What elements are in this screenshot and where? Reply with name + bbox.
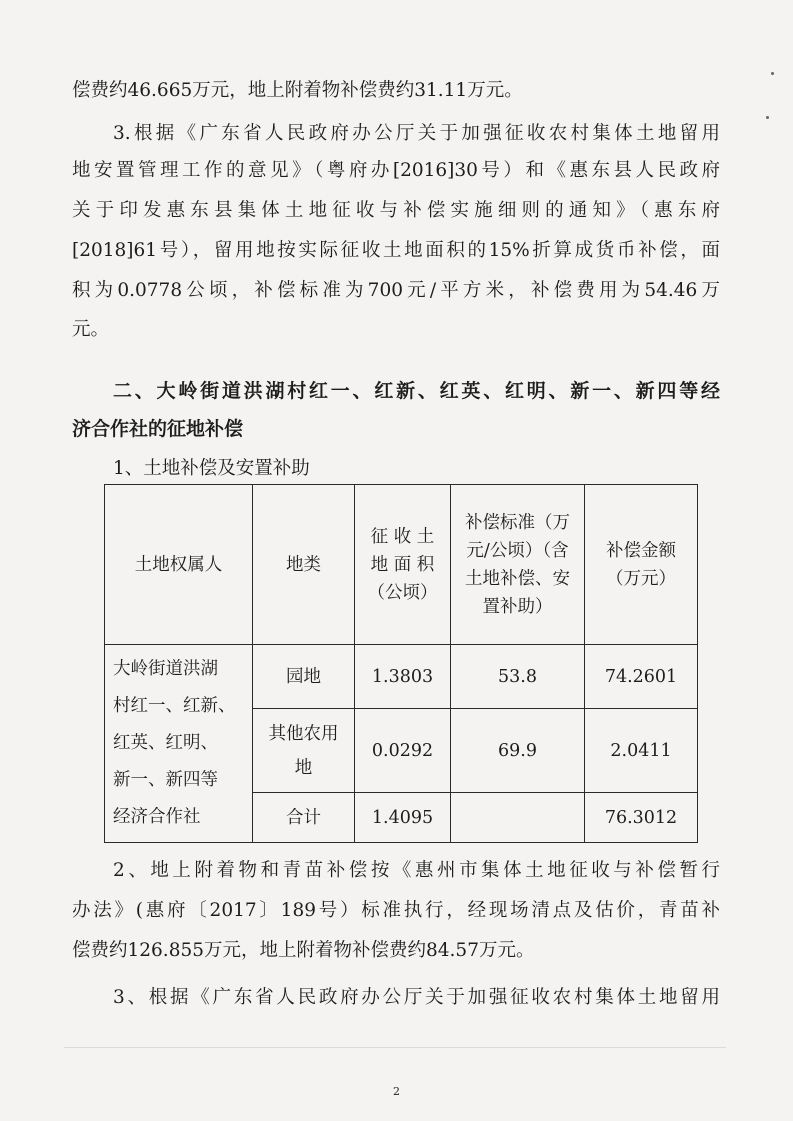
- paragraph-line: 办法》(惠府〔2017〕189号）标准执行，经现场清点及估价，青苗补: [72, 900, 720, 921]
- land-type-cell: 园地: [253, 645, 355, 709]
- amount-cell: 74.2601: [585, 645, 698, 709]
- compensation-table: [104, 484, 698, 843]
- subsection-title: 1、土地补偿及安置补助: [113, 458, 310, 479]
- paragraph-line: 偿费约126.855万元，地上附着物补偿费约84.57万元。: [72, 940, 535, 961]
- area-cell: 1.4095: [355, 793, 451, 843]
- standard-cell: 53.8: [451, 645, 585, 709]
- paragraph-line: 地安置管理工作的意见》（粤府办[2016]30号）和《惠东县人民政府: [72, 160, 720, 181]
- amount-cell: 2.0411: [585, 709, 698, 793]
- header-standard: 补偿标准（万 元/公顷）（含 土地补偿、安 置补助）: [451, 485, 585, 645]
- paragraph-line: 2、地上附着物和青苗补偿按《惠州市集体土地征收与补偿暂行: [113, 860, 720, 881]
- owner-cell: 大岭街道洪湖 村红一、红新、 红英、红明、 新一、新四等 经济合作社: [105, 645, 253, 843]
- standard-cell: 69.9: [451, 709, 585, 793]
- area-cell: 0.0292: [355, 709, 451, 793]
- footer-divider: [64, 1047, 726, 1048]
- page-number: 2: [393, 1085, 400, 1098]
- header-area: 征 收 土 地 面 积 （公顷）: [355, 485, 451, 645]
- header-amount: 补偿金额 （万元）: [585, 485, 698, 645]
- header-land-type: 地类: [253, 485, 355, 645]
- scan-mark: [766, 116, 769, 119]
- scan-mark: [771, 72, 774, 75]
- standard-cell: [451, 793, 585, 843]
- section-heading: 二、大岭街道洪湖村红一、红新、红英、红明、新一、新四等经: [113, 380, 720, 402]
- paragraph-line: 3.根据《广东省人民政府办公厅关于加强征收农村集体土地留用: [113, 123, 720, 144]
- paragraph-line: 3、根据《广东省人民政府办公厅关于加强征收农村集体土地留用: [113, 987, 720, 1008]
- header-owner: 土地权属人: [105, 485, 253, 645]
- paragraph-line: 偿费约46.665万元，地上附着物补偿费约31.11万元。: [72, 80, 523, 101]
- paragraph-line: 关于印发惠东县集体土地征收与补偿实施细则的通知》（惠东府: [72, 200, 720, 221]
- table-row: [105, 645, 698, 709]
- paragraph-line: [2018]61号），留用地按实际征收土地面积的15%折算成货币补偿，面: [72, 240, 720, 261]
- paragraph-line: 积为0.0778公顷，补偿标准为700元/平方米，补偿费用为54.46万: [72, 280, 720, 301]
- land-type-cell: 合计: [253, 793, 355, 843]
- table-header-row: [105, 485, 698, 645]
- land-type-cell: 其他农用 地: [253, 709, 355, 793]
- paragraph-line: 元。: [72, 319, 110, 340]
- area-cell: 1.3803: [355, 645, 451, 709]
- amount-cell: 76.3012: [585, 793, 698, 843]
- section-heading: 济合作社的征地补偿: [72, 418, 244, 440]
